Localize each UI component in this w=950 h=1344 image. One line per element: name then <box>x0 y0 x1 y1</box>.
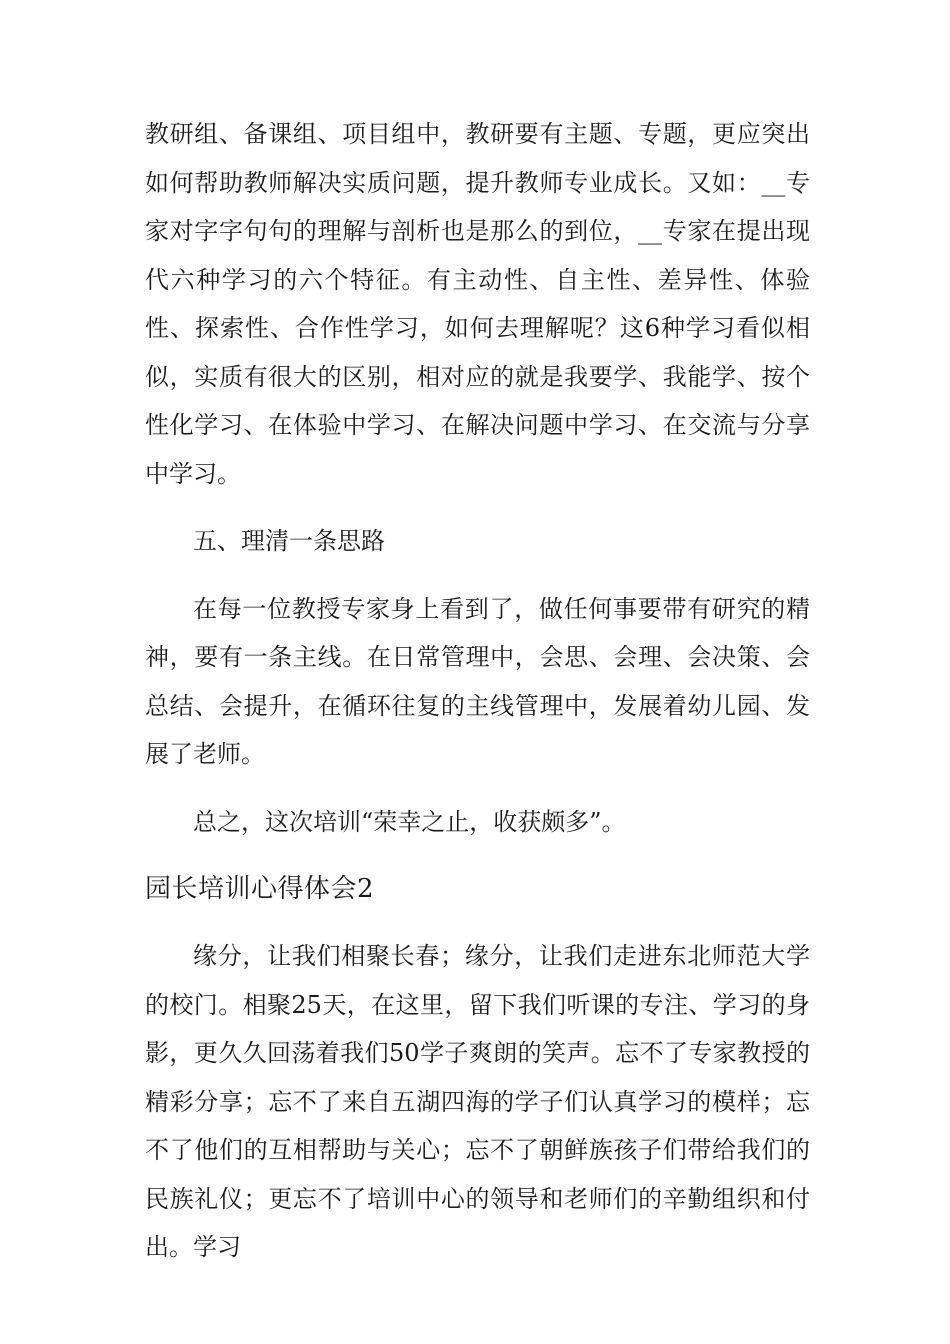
paragraph-continuation: 教研组、备课组、项目组中，教研要有主题、专题，更应突出如何帮助教师解决实质问题，提升教师专业成长。又如：__专家对字字句句的理解与剖析也是那么的到位，__专家在提出现代六种学习的六个特征。有主动性、自主性、差异性、体验性、探索性、合作性学习，如何去理解呢？这6种学习看似相似，实质有很大的区别，相对应的就是我要学、我能学、按个性化学习、在体验中学习、在解决问题中学习、在交流与分享中学习。 <box>145 120 810 488</box>
paragraph-intro: 缘分，让我们相聚长春；缘分，让我们走进东北师范大学的校门。相聚25天，在这里，留下我们听课的专注、学习的身影，更久久回荡着我们50学子爽朗的笑声。忘不了专家教授的精彩分享；忘不了来自五湖四海的学子们认真学习的模样；忘不了他们的互相帮助与关心；忘不了朝鲜族孩子们带给我们的民族礼仪；更忘不了培训中心的领导和老师们的辛勤组织和付出。学习 <box>145 942 810 1261</box>
article-title: 园长培训心得体会2 <box>145 874 375 904</box>
paragraph-summary: 总之，这次培训“荣幸之止，收获颇多”。 <box>193 807 626 836</box>
paragraph-main-line: 在每一位教授专家身上看到了，做任何事要带有研究的精神，要有一条主线。在日常管理中，会思、会理、会决策、会总结、会提升，在循环往复的主线管理中，发展着幼儿园、发展了老师。 <box>145 594 810 768</box>
document-page <box>145 110 810 1272</box>
section-heading-five: 五、理清一条思路 <box>193 527 385 555</box>
